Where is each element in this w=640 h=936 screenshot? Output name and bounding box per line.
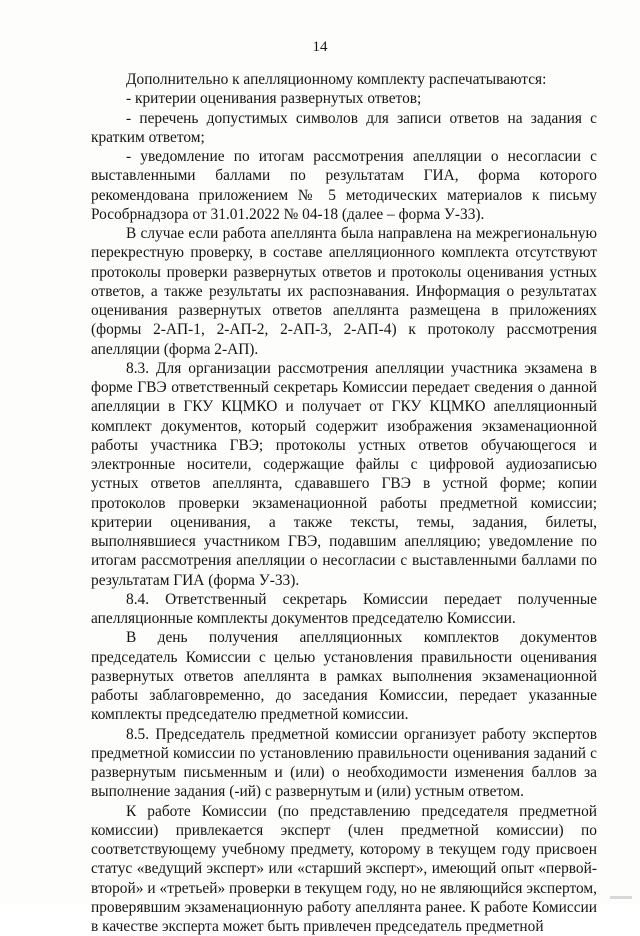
- paragraph-8-4: 8.4. Ответственный секретарь Комиссии передает полученные апелляционные комплекты документов председателю Комиссии.: [91, 590, 597, 629]
- list-item-symbols: - перечень допустимых символов для записи ответов на задания с кратким ответом;: [91, 109, 597, 148]
- list-item-notification: - уведомление по итогам рассмотрения апелляции о несогласии с выставленными баллами по результатам ГИА, форма которого рекомендована приложением № 5 методических материалов к письму Рособрнадзора от 31.01.2022 № 04-18 (далее – форма У-33).: [91, 147, 597, 224]
- paragraph-day-of-receipt: В день получения апелляционных комплектов документов председатель Комиссии с целью установления правильности оценивания развернутых ответов апеллянта в рамках выполнения экзаменационной работы заблаговременно, до заседания Комиссии, передает указанные комплекты председателю предметной комиссии.: [91, 628, 597, 724]
- paragraph-8-3: 8.3. Для организации рассмотрения апелляции участника экзамена в форме ГВЭ ответственный секретарь Комиссии передает сведения о данной апелляции в ГКУ КЦМКО и получает от ГКУ КЦМКО апелляционный комплект документов, который содержит изображения экзаменационной работы участника ГВЭ; протоколы устных ответов обучающегося и электронные носители, содержащие файлы с цифровой аудиозаписью устных ответов апеллянта, сдававшего ГВЭ в устной форме; копии протоколов проверки экзаменационной работы предметной комиссии; критерии оценивания, а также тексты, темы, задания, билеты, выполнявшиеся участником ГВЭ, подавшим апелляцию; уведомление по итогам рассмотрения апелляции о несогласии с выставленными баллами по результатам ГИА (форма У-33).: [91, 359, 597, 590]
- scan-artifact: [610, 896, 632, 899]
- list-item-criteria: - критерии оценивания развернутых ответов;: [91, 89, 597, 108]
- paragraph-expert: К работе Комиссии (по представлению председателя предметной комиссии) привлекается эксперт (член предметной комиссии) по соответствующему учебному предмету, которому в текущем году присвоен статус «ведущий эксперт» или «старший эксперт», имеющий опыт «первой-второй» и «третьей» проверки в текущем году, но не являющийся экспертом, проверявшим экзаменационную работу апеллянта ранее. К работе Комиссии в качестве эксперта может быть привлечен председатель предметной: [91, 802, 597, 936]
- document-body: [91, 70, 597, 936]
- page-number: 14: [0, 38, 640, 56]
- paragraph-intro: Дополнительно к апелляционному комплекту распечатываются:: [91, 70, 597, 89]
- paragraph-interregional-check: В случае если работа апеллянта была направлена на межрегиональную перекрестную проверку, в составе апелляционного комплекта отсутствуют протоколы проверки развернутых ответов и протоколы оценивания устных ответов, а также результаты их распознавания. Информация о результатах оценивания развернутых ответов апеллянта размещена в приложениях (формы 2-АП-1, 2-АП-2, 2-АП-3, 2-АП-4) к протоколу рассмотрения апелляции (форма 2-АП).: [91, 224, 597, 359]
- paragraph-8-5: 8.5. Председатель предметной комиссии организует работу экспертов предметной комиссии по установлению правильности оценивания заданий с развернутым письменным и (или) о необходимости изменения баллов за выполнение задания (-ий) с развернутым и (или) устным ответом.: [91, 725, 597, 802]
